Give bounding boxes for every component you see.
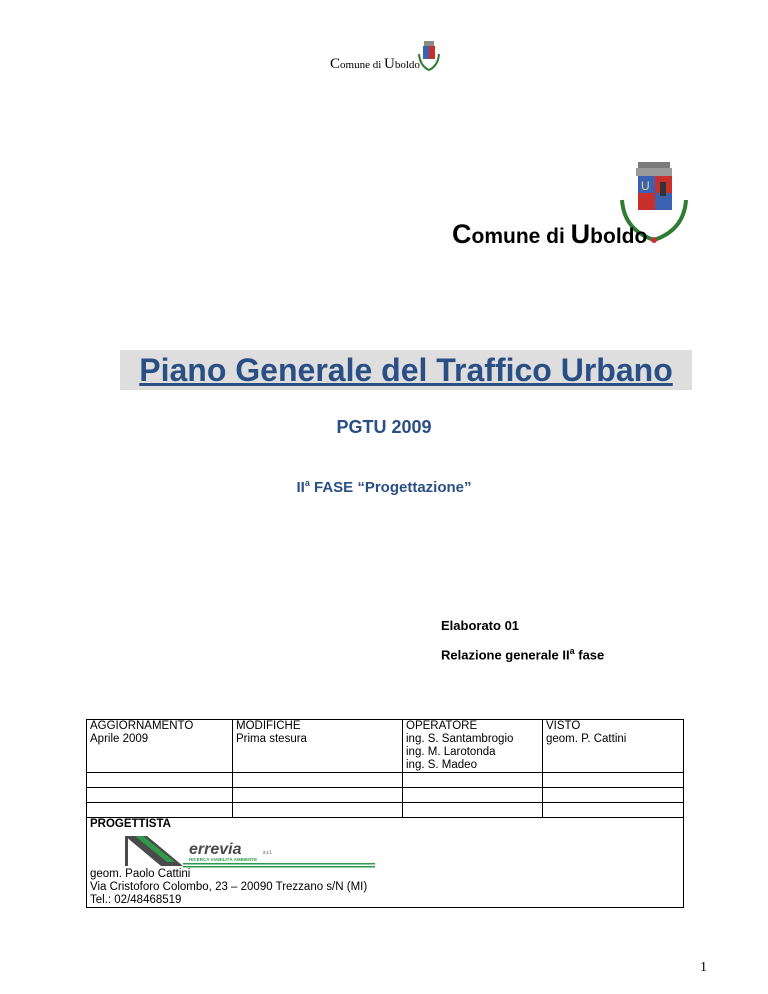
table-row-empty bbox=[87, 788, 684, 803]
header-operatore: OPERATORE bbox=[403, 720, 543, 734]
revision-table bbox=[86, 719, 684, 818]
coat-of-arms-small-icon bbox=[416, 40, 442, 74]
errevia-logo-text: errevia bbox=[189, 841, 242, 858]
cell-aggiornamento: Aprile 2009 bbox=[87, 733, 233, 773]
small-header-text bbox=[330, 56, 420, 73]
cell-modifiche: Prima stesura bbox=[233, 733, 403, 773]
progettista-tel: Tel.: 02/48468519 bbox=[90, 894, 182, 906]
progettista-address: Via Cristoforo Colombo, 23 – 20090 Trezzano s/N (MI) bbox=[90, 881, 368, 893]
progettista-box bbox=[86, 816, 684, 908]
cell-operatore bbox=[403, 733, 543, 773]
progettista-label: PROGETTISTA bbox=[90, 818, 171, 830]
small-header-boldo: boldo bbox=[394, 59, 420, 71]
elaborato-desc-prefix: Relazione generale II bbox=[441, 647, 570, 663]
errevia-logo-srl: s.r.l. bbox=[263, 850, 273, 856]
table-row bbox=[87, 733, 684, 773]
errevia-logo-icon bbox=[125, 834, 387, 870]
header-visto: VISTO bbox=[543, 720, 684, 734]
document-title: Piano Generale del Traffico Urbano bbox=[120, 350, 692, 390]
table-row-empty bbox=[87, 773, 684, 788]
elaborato-desc-suffix: fase bbox=[574, 647, 605, 663]
progettista-name: geom. Paolo Cattini bbox=[90, 868, 191, 880]
svg-text:U: U bbox=[641, 179, 650, 193]
small-header bbox=[330, 40, 450, 80]
errevia-logo-tagline: RICERCA VIABILITÀ AMBIENTE bbox=[189, 857, 258, 862]
operatore-3: ing. S. Madeo bbox=[406, 759, 477, 771]
document-subtitle: PGTU 2009 bbox=[336, 417, 432, 437]
comune-initial-c: C bbox=[452, 219, 472, 249]
comune-omune: omune di bbox=[471, 225, 571, 248]
small-header-initial-u: U bbox=[384, 56, 395, 72]
elaborato-description bbox=[441, 646, 604, 662]
cell-visto: geom. P. Cattini bbox=[543, 733, 684, 773]
phase-title bbox=[0, 478, 768, 496]
operatore-2: ing. M. Larotonda bbox=[406, 746, 496, 758]
elaborato-number: Elaborato 01 bbox=[441, 618, 520, 633]
phase-prefix: II bbox=[296, 479, 305, 496]
small-header-initial-c: C bbox=[330, 56, 341, 72]
header-modifiche: MODIFICHE bbox=[233, 720, 403, 734]
comune-title bbox=[452, 219, 647, 250]
small-header-omune: omune di bbox=[340, 59, 385, 71]
page-number: 1 bbox=[700, 960, 707, 975]
elaborato-desc-sup: a bbox=[569, 646, 575, 656]
table-header-row bbox=[87, 720, 684, 734]
operatore-1: ing. S. Santambrogio bbox=[406, 733, 514, 745]
comune-boldo: boldo bbox=[590, 225, 648, 248]
phase-rest: FASE “Progettazione” bbox=[309, 479, 472, 496]
header-aggiornamento: AGGIORNAMENTO bbox=[87, 720, 233, 734]
comune-initial-u: U bbox=[570, 219, 591, 249]
phase-sup: a bbox=[304, 478, 310, 488]
